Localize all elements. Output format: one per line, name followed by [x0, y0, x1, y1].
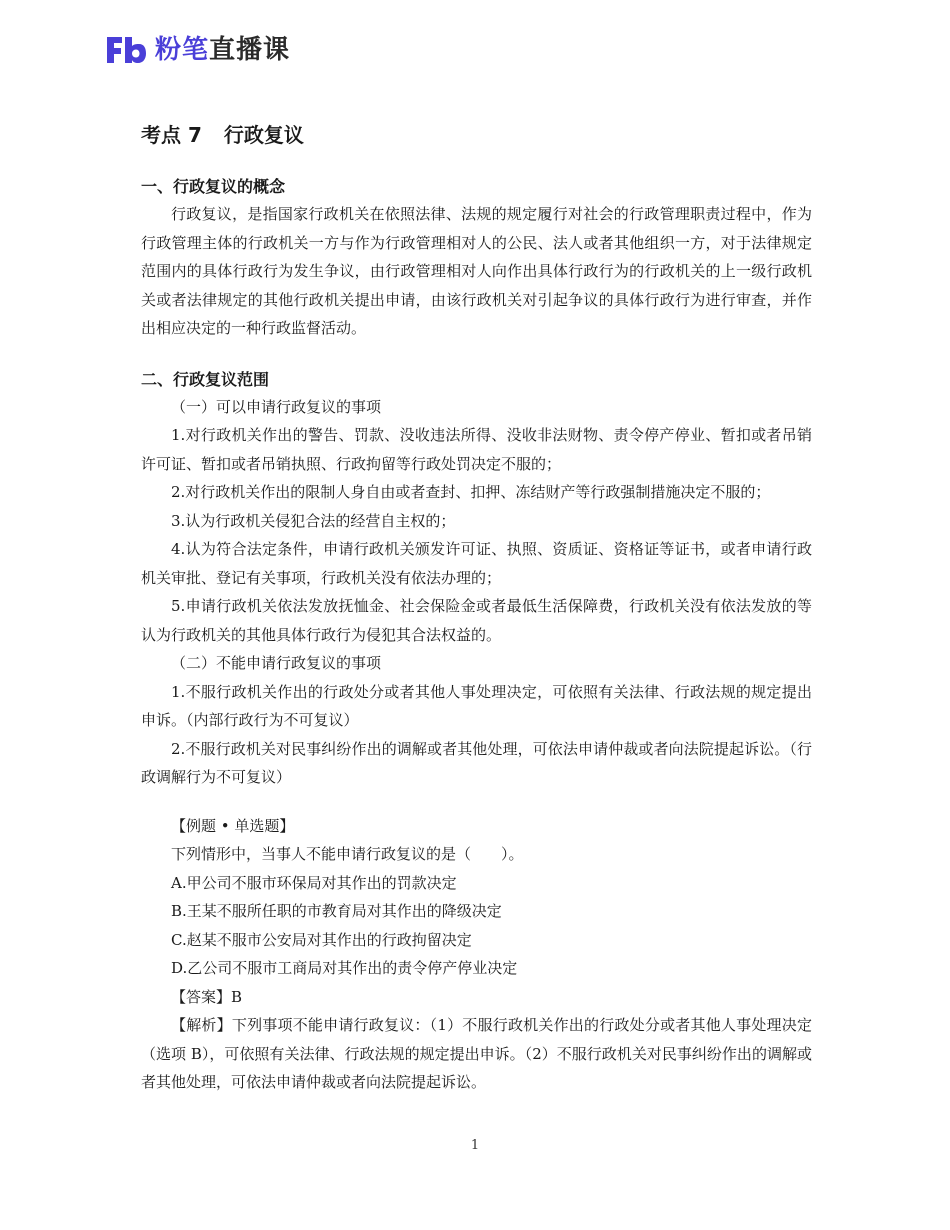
example-answer: 【答案】B — [171, 987, 243, 1006]
example-option-b: B.王某不服所任职的市教育局对其作出的降级决定 — [171, 902, 502, 920]
spacer — [141, 792, 812, 812]
section1-heading: 一、行政复议的概念 — [141, 177, 286, 196]
page-title — [141, 120, 812, 150]
spacer — [141, 343, 812, 367]
part1-item-5: 5.申请行政机关依法发放抚恤金、社会保险金或者最低生活保障费，行政机关没有依法发放的等认为行政机关的其他具体行政行为侵犯其合法权益的。 — [141, 597, 812, 644]
part2-item-1: 1.不服行政机关作出的行政处分或者其他人事处理决定，可依照有关法律、行政法规的规定提出申诉。（内部行政行为不可复议） — [141, 682, 812, 729]
part2-title: （二）不能申请行政复议的事项 — [171, 654, 382, 672]
part1-item-3: 3.认为行政机关侵犯合法的经营自主权的； — [171, 511, 456, 530]
logo-wordmark — [155, 32, 290, 68]
fb-logo-icon — [103, 32, 147, 68]
part1-item-4: 4.认为符合法定条件，申请行政机关颁发许可证、执照、资质证、资格证等证书，或者申请行政机关审批、登记有关事项，行政机关没有依法办理的； — [141, 540, 812, 587]
title-text: 行政复议 — [223, 123, 304, 147]
example-option-c: C.赵某不服市公安局对其作出的行政拘留决定 — [171, 930, 472, 949]
part1-item-1: 1.对行政机关作出的警告、罚款、没收违法所得、没收非法财物、责令停产停业、暂扣或者吊销许可证、暂扣或者吊销执照、行政拘留等行政处罚决定不服的； — [141, 426, 812, 473]
section1-paragraph: 行政复议，是指国家行政机关在依照法律、法规的规定履行对社会的行政管理职责过程中，作为行政管理主体的行政机关一方与作为行政管理相对人的公民、法人或者其他组织一方，对于法律规定范围内的具体行政行为发生争议，由行政管理相对人向作出具体行政行为的行政机关的上一级行政机关或者法律规定的其他行政机关提出申请，由该行政机关对引起争议的具体行政行为进行审查，并作出相应决定的一种行政监督活动。 — [141, 205, 812, 337]
header-logo — [103, 30, 290, 70]
logo-brand-text: 粉笔 — [155, 35, 210, 65]
title-number: 考点 7 — [141, 123, 202, 147]
part2-item-2: 2.不服行政机关对民事纠纷作出的调解或者其他处理，可依法申请仲裁或者向法院提起诉讼。（行政调解行为不可复议） — [141, 739, 812, 786]
example-analysis: 【解析】下列事项不能申请行政复议：（1）不服行政机关作出的行政处分或者其他人事处理决定（选项 B），可依照有关法律、行政法规的规定提出申诉。（2）不服行政机关对民事纠纷作出的调解或者其他处理，可依法申请仲裁或者向法院提起诉讼。 — [141, 1016, 812, 1091]
logo-product-text: 直播课 — [209, 35, 291, 65]
example-label: 【例题 • 单选题】 — [171, 816, 295, 835]
part1-item-2: 2.对行政机关作出的限制人身自由或者查封、扣押、冻结财产等行政强制措施决定不服的； — [171, 483, 771, 501]
page-number: 1 — [470, 1138, 480, 1153]
example-option-a: A.甲公司不服市环保局对其作出的罚款决定 — [171, 873, 457, 892]
example-question: 下列情形中，当事人不能申请行政复议的是（ ）。 — [171, 845, 524, 863]
document-body — [141, 120, 812, 1097]
example-option-d: D.乙公司不服市工商局对其作出的责令停产停业决定 — [171, 959, 518, 977]
part1-title: （一）可以申请行政复议的事项 — [171, 397, 382, 416]
section2-heading: 二、行政复议范围 — [141, 369, 270, 389]
